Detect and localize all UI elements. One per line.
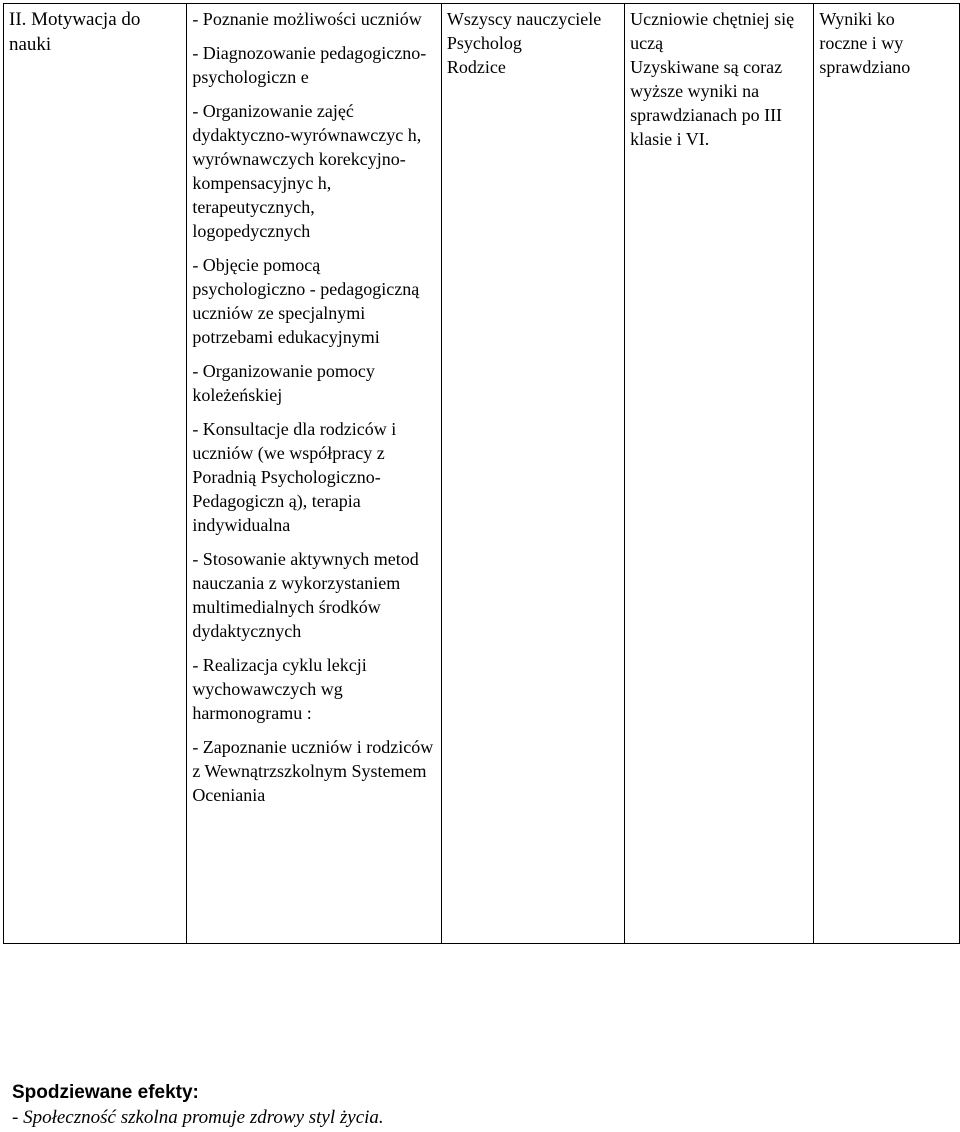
responsible-item: Rodzice [446,57,506,77]
responsible-cell [441,4,624,944]
activity-item: - Poznanie możliwości uczniów [192,9,422,29]
effects-heading: Spodziewane efekty: [12,1082,199,1103]
outcome-item: Uzyskiwane są coraz wyższe wyniki na sprawdzianach po III klasie i VI. [630,57,783,149]
evaluation-cell [814,4,960,944]
table-row [4,4,960,944]
responsible-item: Wszyscy nauczyciele [446,9,602,29]
activity-item: - Organizowanie pomocy koleżeńskiej [192,361,375,405]
outcomes-cell [625,4,814,944]
section-cell [4,4,187,944]
evaluation-line: Wyniki ko [819,9,895,29]
evaluation-line: roczne i wy [819,33,904,53]
activity-item: - Realizacja cyklu lekcji wychowawczych wg harmonogramu : [192,655,367,723]
effects-item: - Społeczność szkolna promuje zdrowy styl życia. [12,1107,384,1128]
responsible-item: Psycholog [446,33,522,53]
activity-item: - Objęcie pomocą psychologiczno - pedagogiczną uczniów ze specjalnymi potrzebami edukacyjnymi [192,255,420,347]
activity-item: - Zapoznanie uczniów i rodziców z Wewnątrzszkolnym Systemem Oceniania [192,737,434,805]
section-title: II. Motywacja do nauki [9,9,141,55]
activity-item: - Organizowanie zajęć dydaktyczno-wyrównawczyc h, wyrównawczych korekcyjno-kompensacyjnyc h, terapeutycznych, logopedycznych [192,101,422,241]
activity-item: - Stosowanie aktywnych metod nauczania z wykorzystaniem multimedialnych środków dydaktycznych [192,549,419,641]
evaluation-line: sprawdziano [819,57,911,77]
plan-table [3,3,960,944]
expected-effects [12,1080,384,1130]
outcome-item: Uczniowie chętniej się uczą [630,9,795,53]
activity-item: - Konsultacje dla rodziców i uczniów (we współpracy z Poradnią Psychologiczno-Pedagogiczn ą), terapia indywidualna [192,419,397,535]
activities-cell [187,4,442,944]
activity-item: - Diagnozowanie pedagogiczno-psychologiczn e [192,43,427,87]
